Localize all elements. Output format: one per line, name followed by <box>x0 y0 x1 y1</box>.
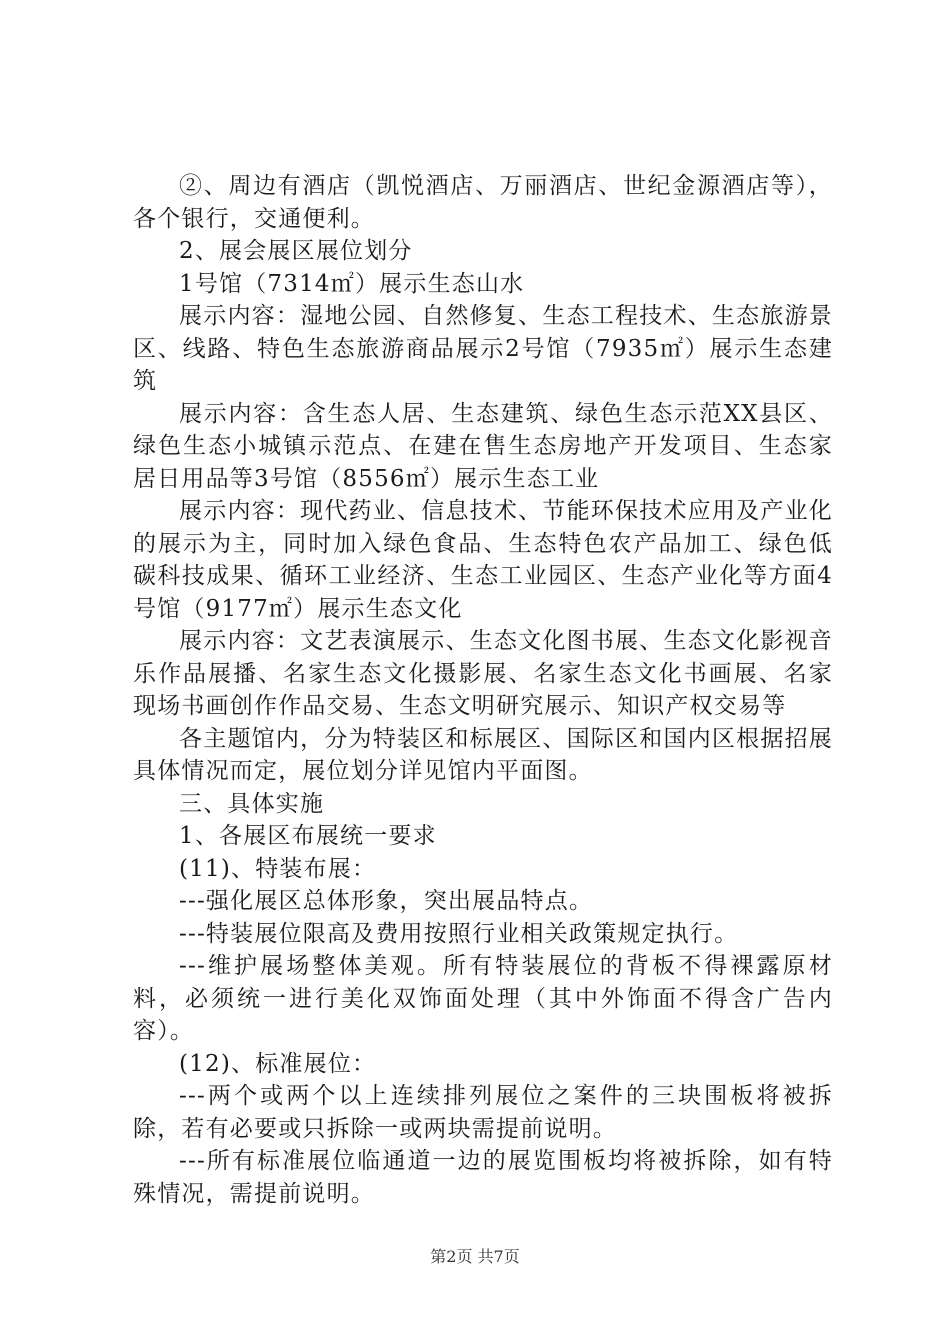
page-number-footer: 第2页 共7页 <box>430 1247 520 1266</box>
list-heading: (11)、特装布展： <box>179 855 377 882</box>
paragraph: 各主题馆内，分为特装区和标展区、国际区和国内区根据招展具体情况而定，展位划分详见馆内平面图。 <box>133 725 833 784</box>
paragraph: 2、展会展区展位划分 <box>179 238 413 264</box>
list-item: ---维护展场整体美观。所有特装展位的背板不得裸露原材料，必须统一进行美化双饰面处理（其中外饰面不得含广告内容）。 <box>133 953 833 1044</box>
list-item: ---强化展区总体形象，突出展品特点。 <box>179 888 594 914</box>
paragraph: 展示内容：文艺表演展示、生态文化图书展、生态文化影视音乐作品展播、名家生态文化摄影展、名家生态文化书画展、名家现场书画创作作品交易、生态文明研究展示、知识产权交易等 <box>133 628 833 719</box>
subsection-heading: 1、各展区布展统一要求 <box>179 823 437 849</box>
list-item: ---所有标准展位临通道一边的展览围板均将被拆除，如有特殊情况，需提前说明。 <box>133 1148 833 1207</box>
section-heading: 三、具体实施 <box>179 790 325 817</box>
document-body <box>133 170 833 1210</box>
paragraph: 1号馆（7314㎡）展示生态山水 <box>179 270 525 297</box>
list-heading: (12)、标准展位： <box>179 1050 377 1077</box>
paragraph: 展示内容：含生态人居、生态建筑、绿色生态示范XX县区、绿色生态小城镇示范点、在建在售生态房地产开发项目、生态家居日用品等3号馆（8556㎡）展示生态工业 <box>133 400 833 492</box>
list-item: ---两个或两个以上连续排列展位之案件的三块围板将被拆除，若有必要或只拆除一或两块需提前说明。 <box>133 1083 833 1142</box>
list-item: ---特装展位限高及费用按照行业相关政策规定执行。 <box>179 920 739 947</box>
paragraph: 展示内容：湿地公园、自然修复、生态工程技术、生态旅游景区、线路、特色生态旅游商品展示2号馆（7935㎡）展示生态建筑 <box>133 303 833 394</box>
paragraph: ②、周边有酒店（凯悦酒店、万丽酒店、世纪金源酒店等），各个银行，交通便利。 <box>133 173 833 232</box>
paragraph: 展示内容：现代药业、信息技术、节能环保技术应用及产业化的展示为主，同时加入绿色食品、生态特色农产品加工、绿色低碳科技成果、循环工业经济、生态工业园区、生态产业化等方面4号馆（9177㎡）展示生态文化 <box>133 498 833 622</box>
